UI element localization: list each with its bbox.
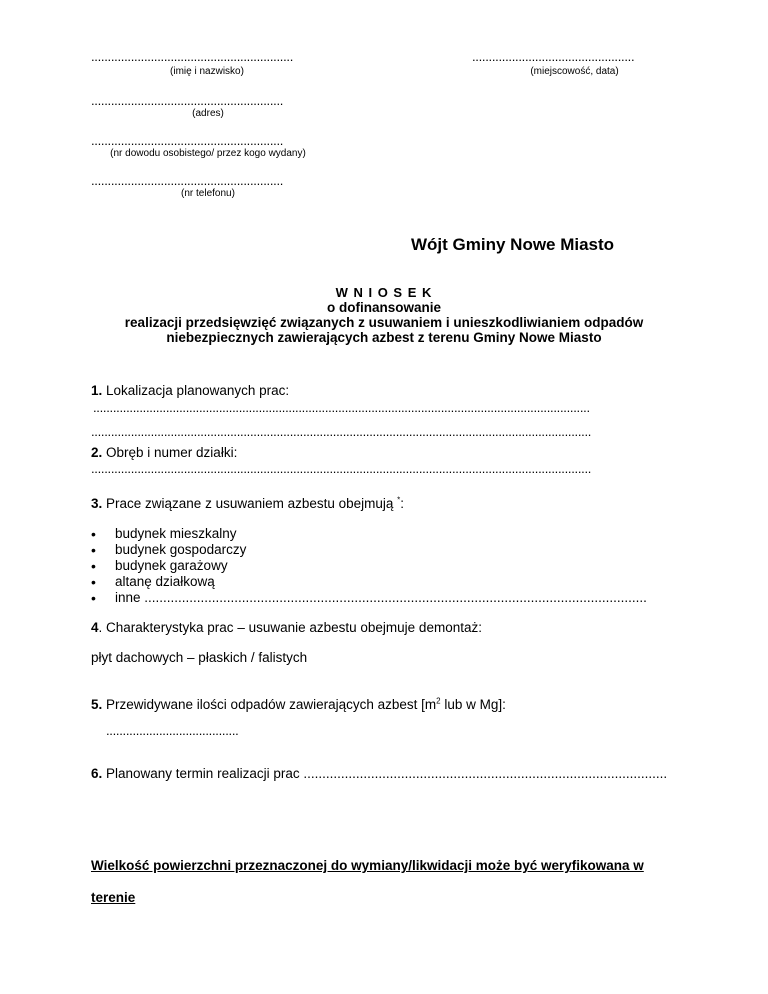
section-5-superscript: 2 bbox=[436, 696, 441, 706]
section-6-text[interactable]: Planowany termin realizacji prac ................................................................................................. bbox=[102, 766, 668, 781]
option-residential-building[interactable]: • budynek mieszkalny bbox=[91, 526, 677, 542]
id-document-dotted-line[interactable]: .......................................................... bbox=[91, 134, 284, 148]
section-5-text-b: lub w Mg]: bbox=[440, 697, 506, 712]
verification-note-line-1: Wielkość powierzchni przeznaczonej do wymiany/likwidacji może być weryfikowana w bbox=[91, 858, 644, 873]
section-1-dotted-line-2[interactable]: ....................................................................................................................................................... bbox=[91, 425, 592, 439]
document-title: W N I O S E K bbox=[335, 285, 433, 300]
verification-note-line-2: terenie bbox=[91, 890, 136, 905]
section-1-dotted-line-1[interactable]: ...................................................................................................................................................... bbox=[93, 401, 590, 415]
option-garage-building[interactable]: • budynek garażowy bbox=[91, 558, 677, 574]
section-1-label bbox=[91, 383, 289, 399]
section-3-options bbox=[91, 526, 677, 606]
section-6-number: 6. bbox=[91, 766, 103, 781]
name-dotted-line[interactable]: ............................................................. bbox=[91, 50, 294, 64]
address-dotted-line[interactable]: .......................................................... bbox=[91, 94, 284, 108]
place-date-caption: (miejscowość, data) bbox=[530, 66, 619, 77]
section-4-label bbox=[91, 620, 482, 636]
section-5-text-a: Przewidywane ilości odpadów zawierających azbest [m bbox=[102, 697, 437, 712]
option-farm-building[interactable]: • budynek gospodarczy bbox=[91, 542, 677, 558]
section-2-number: 2. bbox=[91, 445, 103, 460]
phone-dotted-line[interactable]: .......................................................... bbox=[91, 174, 284, 188]
document-subject-line-2: niebezpiecznych zawierających azbest z terenu Gminy Nowe Miasto bbox=[166, 330, 602, 345]
section-4-detail: płyt dachowych – płaskich / falistych bbox=[91, 650, 308, 665]
section-3-number: 3. bbox=[91, 496, 103, 511]
addressee-title: Wójt Gminy Nowe Miasto bbox=[411, 235, 615, 254]
place-date-dotted-line[interactable]: ................................................. bbox=[472, 50, 635, 64]
section-5-dotted-line[interactable]: ........................................ bbox=[106, 724, 239, 738]
address-caption: (adres) bbox=[192, 108, 224, 119]
phone-caption: (nr telefonu) bbox=[181, 188, 235, 199]
section-2-text: Obręb i numer działki: bbox=[102, 445, 238, 460]
section-2-dotted-line[interactable]: ....................................................................................................................................................... bbox=[91, 462, 592, 476]
document-subject-line-1: realizacji przedsięwzięć związanych z usuwaniem i unieszkodliwianiem odpadów bbox=[124, 315, 644, 330]
section-5-number: 5. bbox=[91, 697, 103, 712]
section-6-label bbox=[91, 766, 677, 782]
footnote-marker: * bbox=[397, 495, 401, 505]
section-1-text: Lokalizacja planowanych prac: bbox=[102, 383, 290, 398]
section-3-text: Prace związane z usuwaniem azbestu obejmują bbox=[102, 496, 398, 511]
section-1-number: 1. bbox=[91, 383, 103, 398]
section-2-label bbox=[91, 445, 237, 461]
option-other[interactable]: • inne ...................................................................................................................................... bbox=[91, 590, 677, 606]
name-caption: (imię i nazwisko) bbox=[170, 66, 244, 77]
section-4-number: 4 bbox=[91, 620, 99, 635]
option-allotment-gazebo[interactable]: • altanę działkową bbox=[91, 574, 677, 590]
section-5-label bbox=[91, 697, 506, 713]
section-4-text: . Charakterystyka prac – usuwanie azbestu obejmuje demontaż: bbox=[98, 620, 482, 635]
section-3-colon: : bbox=[400, 496, 405, 511]
document-subtitle: o dofinansowanie bbox=[326, 300, 441, 315]
id-document-caption: (nr dowodu osobistego/ przez kogo wydany) bbox=[110, 148, 306, 159]
section-3-label bbox=[91, 496, 404, 512]
